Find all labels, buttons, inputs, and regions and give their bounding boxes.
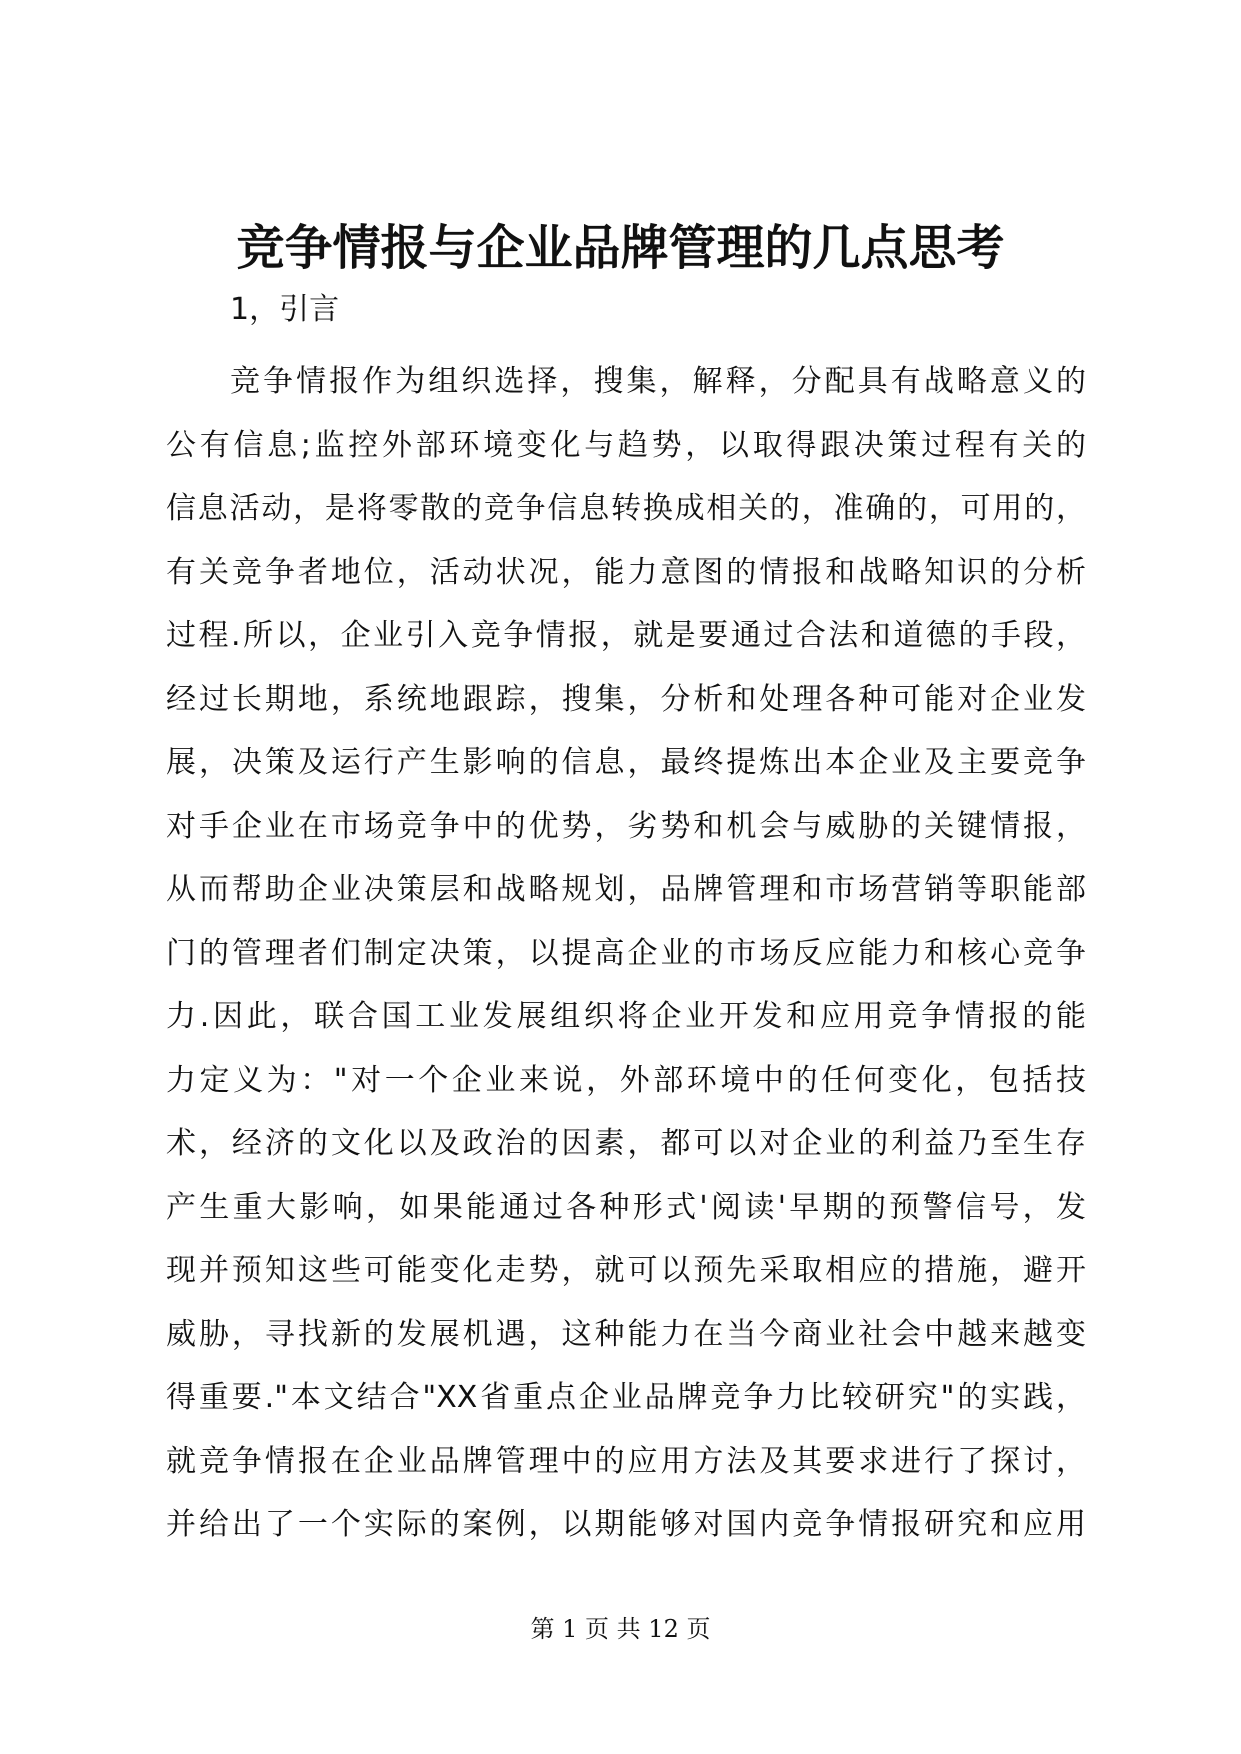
body-line: 过程.所以，企业引入竞争情报，就是要通过合法和道德的手段， (166, 618, 1086, 653)
body-line: 信息活动，是将零散的竞争信息转换成相关的，准确的，可用的， (166, 491, 1086, 526)
body-line: 经过长期地，系统地跟踪，搜集，分析和处理各种可能对企业发 (166, 681, 1086, 717)
body-line: 就竞争情报在企业品牌管理中的应用方法及其要求进行了探讨， (166, 1443, 1086, 1479)
body-line: 对手企业在市场竞争中的优势，劣势和机会与威胁的关键情报， (166, 808, 1086, 844)
page-footer: 第 1 页 共 12 页 (530, 1615, 711, 1643)
section-heading: 1，引言 (230, 292, 340, 327)
body-line: 竞争情报作为组织选择，搜集，解释，分配具有战略意义的 (230, 364, 1086, 399)
body-line: 得重要."本文结合"XX省重点企业品牌竞争力比较研究"的实践， (166, 1380, 1086, 1415)
body-line: 力定义为："对一个企业来说，外部环境中的任何变化，包括技 (166, 1062, 1086, 1098)
body-line: 公有信息;监控外部环境变化与趋势，以取得跟决策过程有关的 (166, 427, 1086, 463)
body-line: 从而帮助企业决策层和战略规划，品牌管理和市场营销等职能部 (166, 872, 1086, 907)
body-line: 门的管理者们制定决策，以提高企业的市场反应能力和核心竞争 (166, 935, 1086, 971)
body-line: 产生重大影响，如果能通过各种形式'阅读'早期的预警信号，发 (166, 1189, 1086, 1225)
body-line: 并给出了一个实际的案例，以期能够对国内竞争情报研究和应用 (166, 1507, 1086, 1542)
body-line: 术，经济的文化以及政治的因素，都可以对企业的利益乃至生存 (166, 1126, 1086, 1161)
body-line: 力.因此，联合国工业发展组织将企业开发和应用竞争情报的能 (166, 999, 1086, 1034)
body-line: 现并预知这些可能变化走势，就可以预先采取相应的措施，避开 (166, 1253, 1086, 1288)
body-text (166, 358, 1086, 1565)
body-line: 威胁，寻找新的发展机遇，这种能力在当今商业社会中越来越变 (166, 1316, 1086, 1352)
body-line: 展，决策及运行产生影响的信息，最终提炼出本企业及主要竞争 (166, 745, 1086, 780)
document-title: 竞争情报与企业品牌管理的几点思考 (236, 220, 1005, 276)
body-line: 有关竞争者地位，活动状况，能力意图的情报和战略知识的分析 (166, 554, 1086, 590)
